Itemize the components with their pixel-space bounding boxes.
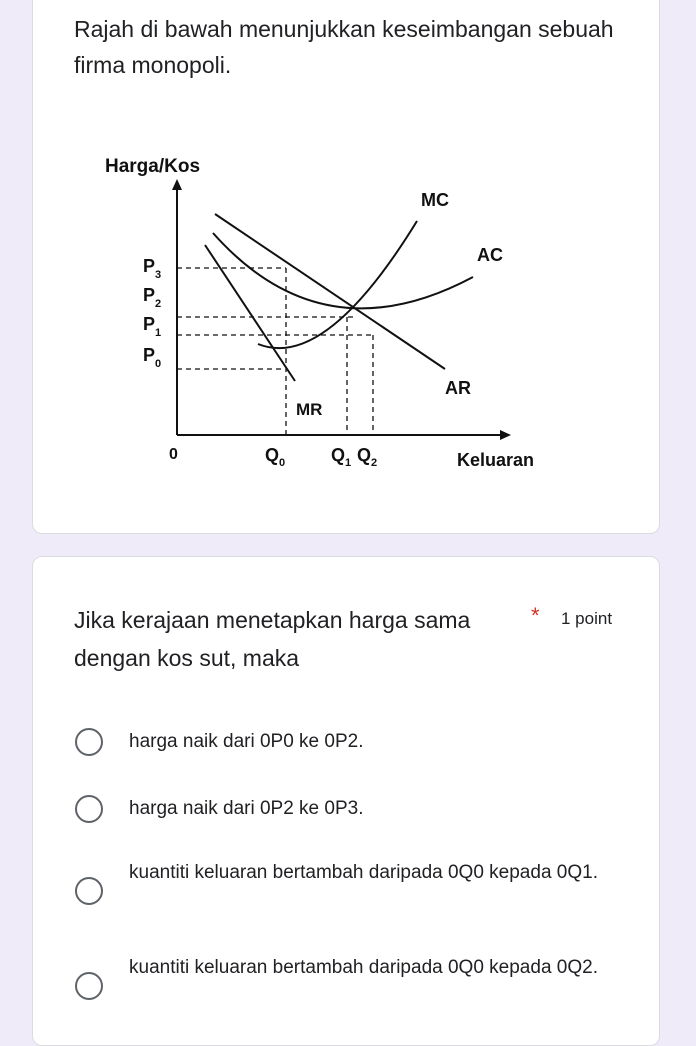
- radio-button[interactable]: [75, 877, 103, 905]
- points-label: 1 point: [561, 609, 613, 628]
- mr-curve: [205, 245, 295, 381]
- ar-label: AR: [445, 378, 471, 398]
- question-card-description: [32, 0, 660, 534]
- question-description: Rajah di bawah menunjukkan keseimbangan sebuah firma monopoli.: [74, 16, 614, 78]
- required-asterisk: *: [531, 603, 540, 628]
- option-label: kuantiti keluaran bertambah daripada 0Q0 kepada 0Q1.: [129, 862, 598, 883]
- q2-label: $Q_2$: [357, 445, 378, 469]
- ar-curve: [215, 214, 445, 369]
- mc-label: MC: [421, 190, 449, 210]
- ac-label: AC: [477, 245, 503, 265]
- mc-curve: [258, 221, 417, 348]
- q1-label: $Q_1$: [331, 445, 352, 469]
- radio-button[interactable]: [75, 972, 103, 1000]
- monopoly-equilibrium-diagram: [33, 0, 661, 535]
- option-3[interactable]: [75, 855, 635, 929]
- option-2[interactable]: [75, 789, 635, 829]
- p0-label: $P_0$: [143, 345, 162, 370]
- p2-label: $P_2$: [143, 285, 162, 310]
- question-card-multiple-choice: [32, 556, 660, 1046]
- mr-label: MR: [296, 400, 323, 419]
- y-axis-label: Harga/Kos: [105, 156, 201, 177]
- option-1[interactable]: [75, 722, 635, 762]
- question-title: Jika kerajaan menetapkan harga sama dengan kos sut, maka: [74, 607, 471, 671]
- ac-curve: [213, 233, 473, 308]
- origin-label: 0: [169, 446, 178, 463]
- radio-button[interactable]: [75, 728, 103, 756]
- x-axis-arrow: [500, 430, 511, 440]
- option-4[interactable]: [75, 950, 635, 1024]
- p1-label: $P_1$: [143, 314, 162, 339]
- y-axis-arrow: [172, 179, 182, 190]
- option-label: kuantiti keluaran bertambah daripada 0Q0 kepada 0Q2.: [129, 957, 598, 978]
- option-label: harga naik dari 0P2 ke 0P3.: [129, 798, 364, 819]
- q0-label: $Q_0$: [265, 445, 286, 469]
- x-axis-label: Keluaran: [457, 450, 535, 470]
- p3-label: $P_3$: [143, 256, 162, 281]
- option-label: harga naik dari 0P0 ke 0P2.: [129, 731, 364, 752]
- radio-button[interactable]: [75, 795, 103, 823]
